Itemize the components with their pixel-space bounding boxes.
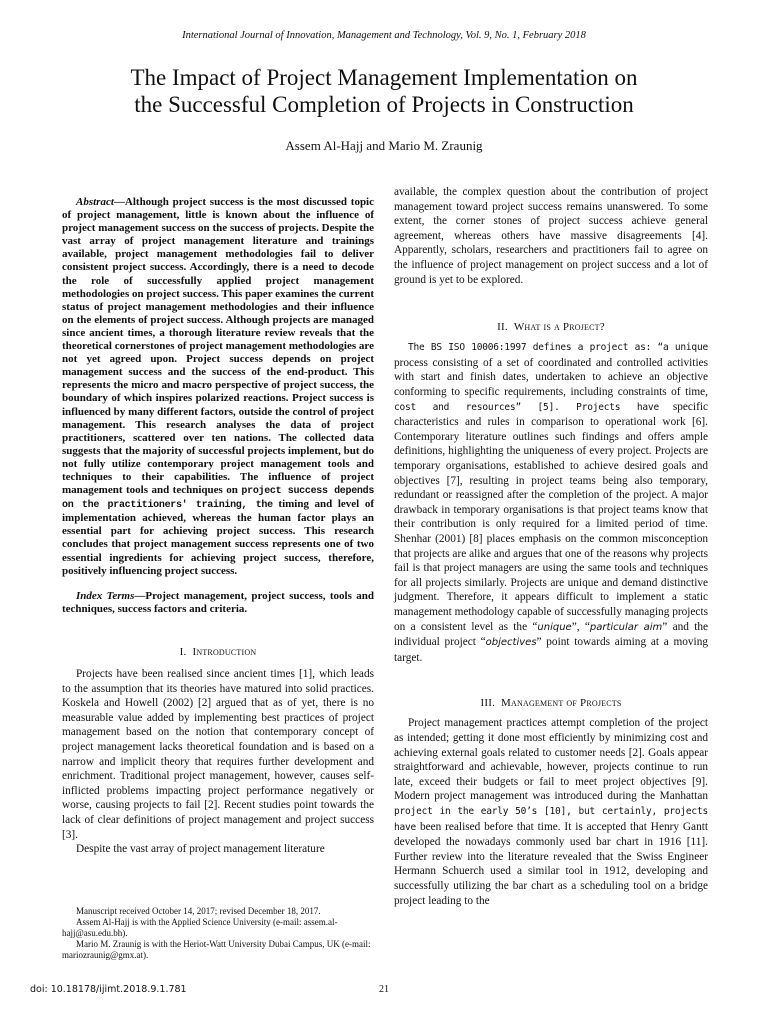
intro-paragraph-1: Projects have been realised since ancient times [1], which leads to the assumption that its theories have matured into solid practices. Koskela and Howell (2002) [2] argued that as of yet, there is no measurable value added by implementing best practices of project management based on the notion that contemporary concept of project management lacks theoretical foundation and is based on a narrow and implicit theory that requires further development and enrichment. Traditional project management, however, causes self-inflicted problems impacting project performance negatively or worse, causing projects to fail [2]. Recent studies point towards the lack of clear definitions of project management and project success [3].: [62, 668, 374, 841]
index-terms-label: Index Terms: [76, 589, 135, 602]
paper-authors: Assem Al-Hajj and Mario M. Zraunig: [285, 138, 483, 153]
section-heading-introduction: I. Introduction: [179, 645, 257, 658]
index-terms-text: Project management, project success, tools and techniques, success factors and criteria.: [62, 589, 374, 615]
footnote-author-1: Assem Al-Hajj is with the Applied Science University (e-mail: assem.al-hajj@asu.edu.bh).: [62, 917, 338, 938]
abstract-text-mono: project success depends on the practitioners' training, the: [62, 486, 375, 512]
doi: doi: 10.18178/ijimt.2018.9.1.781: [30, 984, 187, 995]
page-number: 21: [379, 984, 389, 995]
abstract-text: Although project success is the most discussed topic of project management, little is known about the influence of project management success on the success of projects. Despite the vast array of project management literature and trainings available, project management methodologies fail to deliver consistent project success. Accordingly, there is a need to decode the role of successfully applied project management methodologies on project success. This paper examines the current status of project management methodologies and their influence on the elements of project success. Although projects are managed since ancient times, a thorough literature review reveals that the theoretical cornerstones of project management methodologies are not yet agreed upon. Project success depends on project management success and the success of the end-product. This represents the micro and macro perspective of project success, the boundary of which inspires polarized reactions. Project success is influenced by many different factors, outside the control of project management. This research analyses the data of project practitioners, scattered over ten nations. The collected data suggests that the majority of successful projects implement, but do not fully utilize contemporary project management tools and techniques to their capabilities. The influence of project management tools and techniques on: [62, 196, 374, 497]
section-3-paragraph: Project management practices attempt completion of the project as intended; getting it done most efficiently by minimizing cost and achieving external goals related to customer needs [2]. Goals appear straightforward and achievable, however, projects continue to run late, exceed their budgets or fail to meet project objectives [9]. Modern project management was introduced during the Manhattan project in the early 50’s [10], but certainly, projects have been realised before that time. It is accepted that Henry Gantt developed the nowadays commonly used bar chart in 1916 [11]. Further review into the literature revealed that the Swiss Engineer Hermann Schuerch used a similar tool in 1912, developing and successfully utilizing the bar chart as a scheduling tool on a bridge project leading to the: [394, 717, 708, 907]
abstract-text-end: timing and level of implementation achieved, whereas the human factor plays an essential part for achieving project success. This research concludes that project management success represents one of two essential ingredients for achieving project success, therefore, positively influencing project success.: [62, 498, 374, 577]
intro-paragraph-2-continued: available, the complex question about the contribution of project management toward project success remains unanswered. To some extent, the corner stones of project success achieve general agreement, whereas others have massive disagreements [4]. Apparently, scholars, researchers and practitioners fail to agree on the influence of project management on project success and a lot of ground is yet to be explored.: [394, 186, 708, 286]
footnote-manuscript: Manuscript received October 14, 2017; revised December 18, 2017.: [76, 906, 321, 916]
title-line-2: the Successful Completion of Projects in Construction: [134, 92, 634, 117]
journal-header: International Journal of Innovation, Management and Technology, Vol. 9, No. 1, February 2018: [182, 30, 586, 41]
left-column: [62, 196, 374, 857]
right-column: [394, 185, 708, 908]
index-terms: Index Terms—Project management, project success, tools and techniques, success factors and criteria.: [62, 589, 374, 615]
section-2-paragraph: The BS ISO 10006:1997 defines a project as: “a unique process consisting of a set of coordinated and controlled activities with start and finish dates, undertaken to achieve an objective conforming to specific requirements, including constraints of time, cost and resources” [5]. Projects have specific characteristics and rules in comparison to operational work [6]. Contemporary literature outlines such findings and offers ample definitions, highlighting the uniqueness of every project. Projects are temporary organisations, established to achieve desired goals and objectives [7], resulting in project teams being also temporary, redundant or reassigned after the completion of the project. A major drawback in temporary organisations is that project teams know that their contribution is only required for a limited period of time. Shenhar (2001) [8] places emphasis on the common misconception that projects are alike and argues that one of the reasons why projects fail is that project managers are using the same tools and techniques for all projects similarly. Projects are unique and demand distinctive judgment. Therefore, it appears difficult to implement a static management methodology capable of successfully managing projects on a consistent level as the “unique”, “particular aim” and the individual project “objectives” point towards aiming at a moving target.: [394, 342, 708, 664]
abstract-label: Abstract: [76, 196, 114, 208]
title-line-1: The Impact of Project Management Implementation on: [130, 65, 638, 90]
intro-paragraph-2: Despite the vast array of project management literature: [76, 843, 325, 856]
section-heading-what-is-a-project: II. What is a Project?: [497, 321, 605, 334]
abstract: Abstract—Although project success is the most discussed topic of project management, little is known about the influence of project management success on the success of projects. Despite the vast array of project management literature and trainings available, project management methodologies fail to deliver consistent project success. Accordingly, there is a need to decode the role of successfully applied project management methodologies on project success. This paper examines the current status of project management methodologies and their influence on the elements of project success. Although projects are managed since ancient times, a thorough literature review reveals that the theoretical cornerstones of project management methodologies are not yet agreed upon. Project success depends on project management success and the success of the end-product. This represents the micro and macro perspective of project success, the boundary of which inspires polarized reactions. Project success is influenced by many different factors, outside the control of project management. This research analyses the data of project practitioners, scattered over ten nations. The collected data suggests that the majority of successful projects implement, but do not fully utilize contemporary project management tools and techniques to their capabilities. The influence of project management tools and techniques on project success depends on the practitioners' training, the timing and level of implementation achieved, whereas the human factor plays an essential part for achieving project success. This research concludes that project management success represents one of two essential ingredients for achieving project success, therefore, positively influencing project success.: [62, 196, 375, 577]
footnote-author-2: Mario M. Zraunig is with the Heriot-Watt University Dubai Campus, UK (e-mail: mariozraunig@gmx.at).: [62, 939, 371, 960]
footnotes: [62, 906, 374, 961]
paper-title: [40, 64, 728, 118]
section-heading-management-of-projects: III. Management of Projects: [480, 697, 622, 710]
